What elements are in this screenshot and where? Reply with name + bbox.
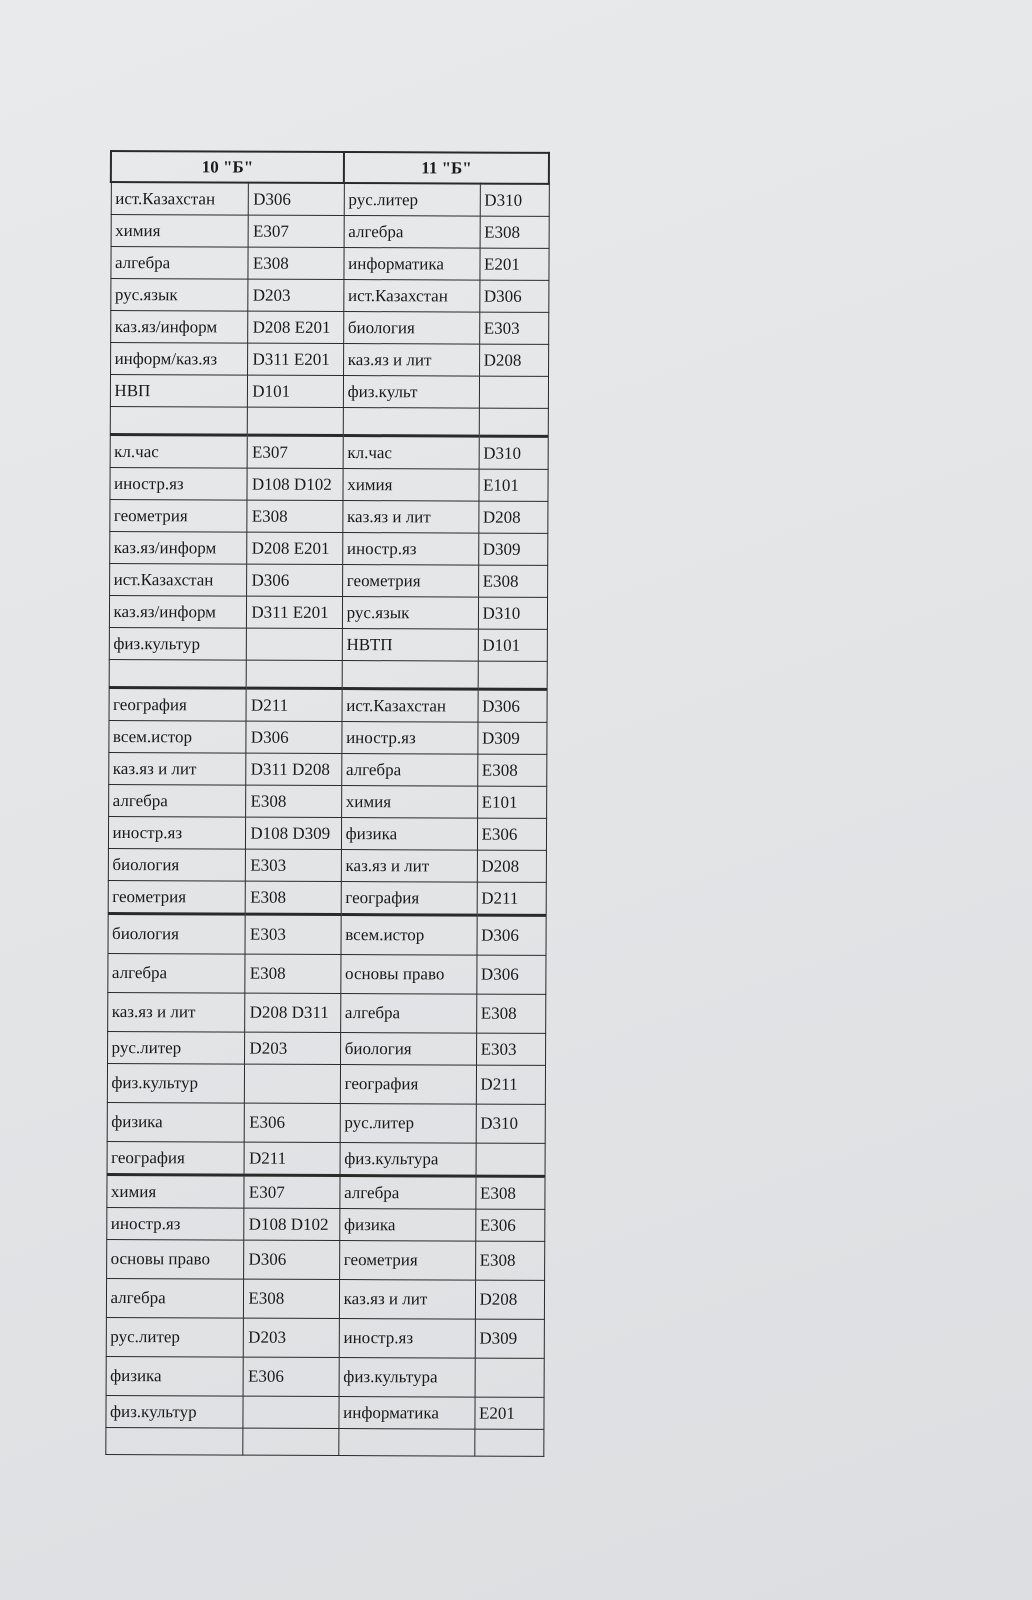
table-row	[109, 627, 547, 661]
subject-11b-cell	[342, 661, 478, 690]
table-row	[110, 407, 548, 437]
subject-11b-cell: химия	[343, 469, 479, 502]
subject-10b-cell: химия	[106, 1174, 244, 1208]
table-row	[110, 279, 548, 313]
table-row	[110, 343, 548, 377]
subject-11b-cell: биология	[343, 312, 479, 345]
subject-11b-cell: информатика	[339, 1397, 475, 1430]
room-11b-cell: D306	[476, 955, 545, 994]
table-row	[106, 1317, 544, 1358]
room-10b-cell: E307	[244, 1175, 339, 1208]
room-11b-cell	[479, 376, 548, 408]
subject-11b-cell: иностр.яз	[342, 722, 478, 755]
subject-10b-cell: рус.литер	[107, 1031, 245, 1064]
subject-10b-cell: НВП	[110, 375, 248, 408]
room-11b-cell: D309	[478, 533, 547, 565]
table-row	[109, 468, 547, 502]
subject-11b-cell: физика	[339, 1209, 475, 1242]
subject-11b-cell: ист.Казахстан	[342, 689, 478, 723]
table-row	[109, 500, 547, 534]
subject-10b-cell: география	[109, 687, 247, 721]
room-11b-cell: E308	[477, 754, 546, 786]
room-11b-cell: E308	[478, 565, 547, 597]
table-row	[107, 913, 545, 955]
room-11b-cell: E201	[479, 248, 548, 280]
room-10b-cell: E307	[247, 435, 342, 468]
subject-11b-cell: рус.литер	[340, 1104, 476, 1144]
table-row	[106, 1239, 544, 1280]
subject-10b-cell: рус.язык	[110, 279, 248, 312]
room-11b-cell: E201	[474, 1397, 543, 1429]
room-11b-cell	[478, 661, 547, 689]
room-11b-cell: D208	[477, 850, 546, 882]
room-11b-cell: D101	[478, 629, 547, 661]
room-10b-cell: E308	[246, 785, 341, 817]
subject-10b-cell: иностр.яз	[106, 1207, 244, 1240]
table-row	[111, 215, 549, 249]
subject-11b-cell: НВТП	[342, 629, 478, 662]
subject-10b-cell: алгебра	[107, 953, 245, 993]
room-11b-cell: E306	[475, 1209, 544, 1241]
table-row	[106, 1278, 544, 1319]
room-10b-cell: D311 D208	[246, 753, 341, 785]
subject-10b-cell	[105, 1427, 243, 1455]
room-10b-cell: D101	[248, 375, 343, 407]
table-row	[111, 182, 549, 216]
room-11b-cell	[474, 1429, 543, 1456]
room-10b-cell: D203	[248, 279, 343, 311]
room-11b-cell: E303	[476, 1033, 545, 1065]
subject-11b-cell: каз.яз и лит	[339, 1280, 475, 1320]
room-10b-cell: E303	[245, 914, 340, 954]
schedule-table	[104, 150, 550, 1457]
table-row	[109, 659, 547, 689]
subject-10b-cell: геометрия	[109, 500, 247, 533]
table-row	[108, 784, 546, 818]
subject-10b-cell: иностр.яз	[108, 816, 246, 849]
room-10b-cell	[245, 1064, 340, 1103]
subject-11b-cell	[338, 1429, 474, 1457]
room-11b-cell: E306	[477, 818, 546, 850]
table-row	[107, 992, 545, 1033]
subject-10b-cell: всем.истор	[108, 720, 246, 753]
subject-10b-cell: каз.яз/информ	[110, 311, 248, 344]
room-10b-cell: E308	[245, 954, 340, 993]
class-11b-header: 11 "Б"	[344, 152, 549, 184]
room-10b-cell	[248, 407, 343, 435]
subject-11b-cell: геометрия	[342, 565, 478, 598]
room-10b-cell	[247, 628, 342, 660]
table-row	[110, 375, 548, 409]
subject-10b-cell: физ.культур	[105, 1395, 243, 1428]
subject-11b-cell: алгебра	[340, 1176, 476, 1210]
room-10b-cell: E306	[245, 1103, 340, 1142]
room-11b-cell: E308	[480, 216, 549, 248]
table-row	[107, 1102, 545, 1143]
room-10b-cell: D306	[247, 564, 342, 596]
room-10b-cell: E306	[243, 1357, 338, 1396]
schedule-body	[105, 182, 549, 1456]
room-10b-cell: D208 E201	[248, 311, 343, 343]
subject-10b-cell: основы право	[106, 1239, 244, 1279]
subject-11b-cell: иностр.яз	[339, 1319, 475, 1359]
subject-11b-cell: каз.яз и лит	[343, 501, 479, 534]
room-10b-cell: D306	[244, 1240, 339, 1279]
room-11b-cell: D208	[475, 1280, 544, 1319]
subject-11b-cell: кл.час	[343, 436, 479, 470]
subject-11b-cell: рус.литер	[344, 183, 480, 216]
room-11b-cell: D208	[479, 344, 548, 376]
table-row	[109, 532, 547, 566]
table-row	[110, 247, 548, 281]
subject-10b-cell: география	[107, 1141, 245, 1175]
subject-11b-cell: рус.язык	[342, 597, 478, 630]
room-10b-cell: D108 D102	[247, 468, 342, 500]
subject-11b-cell: биология	[340, 1033, 476, 1066]
room-10b-cell: D108 D102	[244, 1208, 339, 1240]
subject-10b-cell: иностр.яз	[109, 468, 247, 501]
subject-11b-cell: география	[340, 1065, 476, 1105]
room-11b-cell	[476, 1143, 545, 1176]
room-10b-cell	[243, 1428, 338, 1455]
room-10b-cell: E307	[248, 215, 343, 247]
table-row	[110, 311, 548, 345]
table-row	[108, 816, 546, 850]
subject-11b-cell: алгебра	[340, 994, 476, 1034]
subject-11b-cell: алгебра	[341, 754, 477, 787]
table-row	[108, 880, 546, 915]
table-row	[108, 848, 546, 882]
room-11b-cell: D208	[478, 501, 547, 533]
table-row	[109, 687, 547, 722]
subject-10b-cell: каз.яз и лит	[107, 992, 245, 1032]
room-10b-cell: E308	[247, 500, 342, 532]
subject-10b-cell: информ/каз.яз	[110, 343, 248, 376]
subject-10b-cell: биология	[108, 848, 246, 881]
subject-10b-cell: геометрия	[108, 880, 246, 914]
room-11b-cell: D310	[480, 184, 549, 217]
room-11b-cell: D309	[477, 722, 546, 754]
room-11b-cell: D310	[479, 436, 548, 469]
room-11b-cell: D310	[476, 1104, 545, 1143]
subject-10b-cell: физика	[106, 1356, 244, 1396]
subject-10b-cell: физика	[107, 1102, 245, 1142]
subject-10b-cell: физ.культур	[107, 1063, 245, 1103]
room-11b-cell: D309	[475, 1319, 544, 1358]
subject-11b-cell: ист.Казахстан	[343, 280, 479, 313]
subject-10b-cell: химия	[111, 215, 249, 248]
subject-11b-cell: геометрия	[339, 1241, 475, 1281]
subject-11b-cell: иностр.яз	[342, 533, 478, 566]
room-11b-cell: E308	[476, 994, 545, 1033]
table-row	[106, 1174, 544, 1209]
table-row	[107, 1063, 545, 1104]
room-11b-cell: D211	[477, 882, 546, 915]
room-10b-cell: D311 E201	[247, 596, 342, 628]
subject-10b-cell	[109, 659, 247, 688]
room-11b-cell: D306	[477, 915, 546, 955]
subject-11b-cell: каз.яз и лит	[343, 344, 479, 377]
table-row	[107, 953, 545, 994]
subject-10b-cell: ист.Казахстан	[109, 564, 247, 597]
table-row	[106, 1207, 544, 1241]
subject-10b-cell	[110, 407, 248, 436]
room-11b-cell: D306	[478, 689, 547, 722]
table-row	[107, 1031, 545, 1065]
room-10b-cell: D203	[244, 1318, 339, 1357]
room-11b-cell: D310	[478, 597, 547, 629]
room-11b-cell	[475, 1358, 544, 1397]
room-11b-cell: E308	[475, 1176, 544, 1209]
room-11b-cell: E101	[479, 469, 548, 501]
subject-11b-cell	[343, 408, 479, 437]
table-row	[109, 596, 547, 630]
subject-11b-cell: алгебра	[344, 216, 480, 249]
subject-11b-cell: физ.культ	[343, 376, 479, 409]
room-11b-cell: D211	[476, 1065, 545, 1104]
table-row	[107, 1141, 545, 1176]
room-11b-cell: E303	[479, 312, 548, 344]
subject-11b-cell: физика	[341, 818, 477, 851]
table-row	[110, 435, 548, 470]
subject-11b-cell: информатика	[344, 248, 480, 281]
subject-10b-cell: ист.Казахстан	[111, 182, 249, 215]
subject-10b-cell: алгебра	[108, 784, 246, 817]
room-10b-cell: D203	[245, 1032, 340, 1064]
subject-11b-cell: каз.яз и лит	[341, 850, 477, 883]
room-11b-cell: E308	[475, 1241, 544, 1280]
room-10b-cell: D108 D309	[246, 817, 341, 849]
room-10b-cell	[247, 660, 342, 688]
room-10b-cell: D208 E201	[247, 532, 342, 564]
table-row	[106, 1356, 544, 1397]
subject-11b-cell: основы право	[340, 955, 476, 995]
room-10b-cell: D211	[246, 688, 341, 721]
room-10b-cell: D306	[249, 183, 344, 216]
subject-10b-cell: кл.час	[110, 435, 248, 469]
subject-11b-cell: география	[341, 882, 477, 916]
room-11b-cell: E101	[477, 786, 546, 818]
table-row	[105, 1395, 543, 1429]
subject-10b-cell: физ.культур	[109, 627, 247, 660]
subject-11b-cell: физ.культура	[340, 1143, 476, 1177]
room-10b-cell: D311 E201	[248, 343, 343, 375]
room-11b-cell	[479, 408, 548, 436]
room-10b-cell: D306	[246, 721, 341, 753]
subject-10b-cell: каз.яз и лит	[108, 752, 246, 785]
table-row	[109, 564, 547, 598]
subject-11b-cell: всем.истор	[341, 915, 477, 956]
room-10b-cell: D211	[244, 1142, 339, 1175]
room-10b-cell: E308	[246, 881, 341, 914]
table-row	[108, 752, 546, 786]
room-10b-cell: E303	[246, 849, 341, 881]
room-10b-cell	[243, 1396, 338, 1428]
room-10b-cell: D208 D311	[245, 993, 340, 1032]
subject-10b-cell: рус.литер	[106, 1317, 244, 1357]
table-row	[108, 720, 546, 754]
room-11b-cell: D306	[479, 280, 548, 312]
subject-10b-cell: каз.яз/информ	[109, 532, 247, 565]
room-10b-cell: E308	[244, 1279, 339, 1318]
subject-10b-cell: алгебра	[110, 247, 248, 280]
subject-10b-cell: биология	[107, 913, 245, 954]
table-row	[105, 1427, 543, 1456]
room-10b-cell: E308	[248, 247, 343, 279]
subject-11b-cell: физ.культура	[339, 1358, 475, 1398]
subject-10b-cell: алгебра	[106, 1278, 244, 1318]
subject-10b-cell: каз.яз/информ	[109, 596, 247, 629]
class-10b-header: 10 "Б"	[111, 151, 344, 183]
subject-11b-cell: химия	[341, 786, 477, 819]
header-row	[111, 151, 549, 184]
